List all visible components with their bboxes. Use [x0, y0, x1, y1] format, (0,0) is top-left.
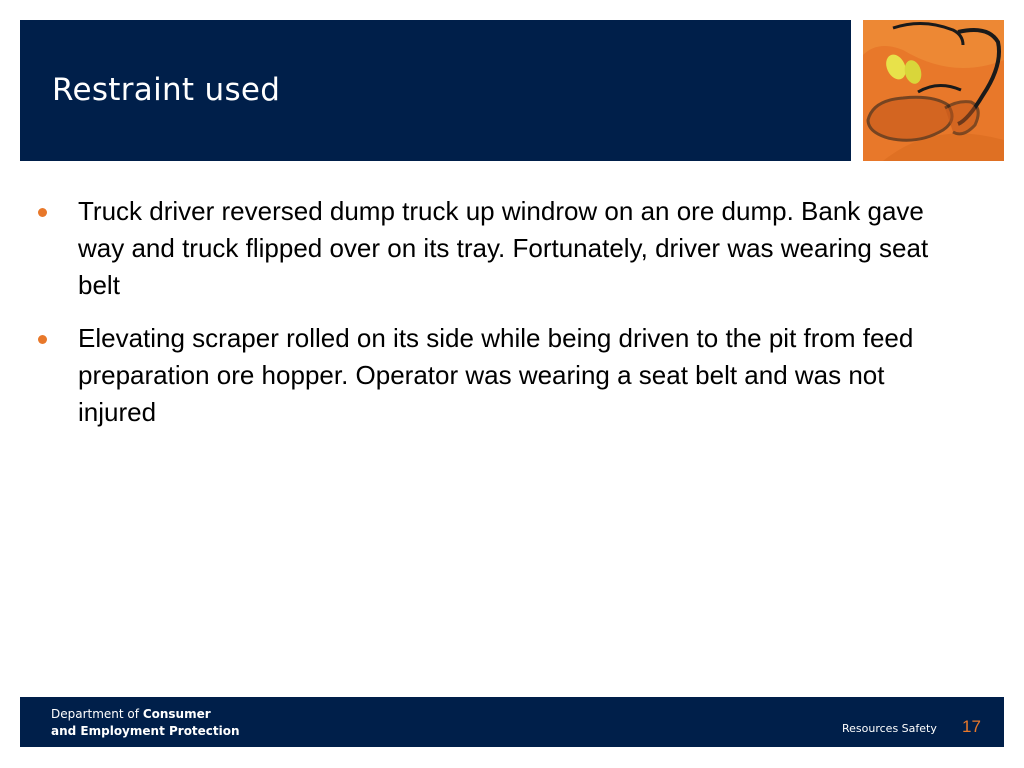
safety-glasses-earplugs-image [863, 20, 1004, 161]
footer-bar [20, 697, 1004, 747]
slide-title: Restraint used [52, 72, 281, 108]
bullet-dot-icon [38, 335, 47, 344]
dept-bold: Consumer [142, 707, 211, 721]
bullet-item [38, 193, 968, 304]
division-name: Resources Safety [842, 722, 937, 735]
department-name [51, 706, 240, 740]
bullet-item [38, 320, 968, 431]
bullet-text: Truck driver reversed dump truck up windrow on an ore dump. Bank gave way and truck flipped over on its tray. Fortunately, driver was wearing seat belt [78, 196, 929, 300]
bullet-text: Elevating scraper rolled on its side while being driven to the pit from feed preparation ore hopper. Operator was wearing a seat belt and was not injured [78, 323, 914, 427]
title-bar [20, 20, 851, 161]
page-number: 17 [962, 717, 981, 736]
bullet-list [38, 193, 968, 447]
safety-glasses-icon [863, 20, 1004, 161]
dept-prefix: Department of [51, 707, 143, 721]
dept-line-2: and Employment Protection [51, 724, 240, 738]
bullet-dot-icon [38, 208, 47, 217]
